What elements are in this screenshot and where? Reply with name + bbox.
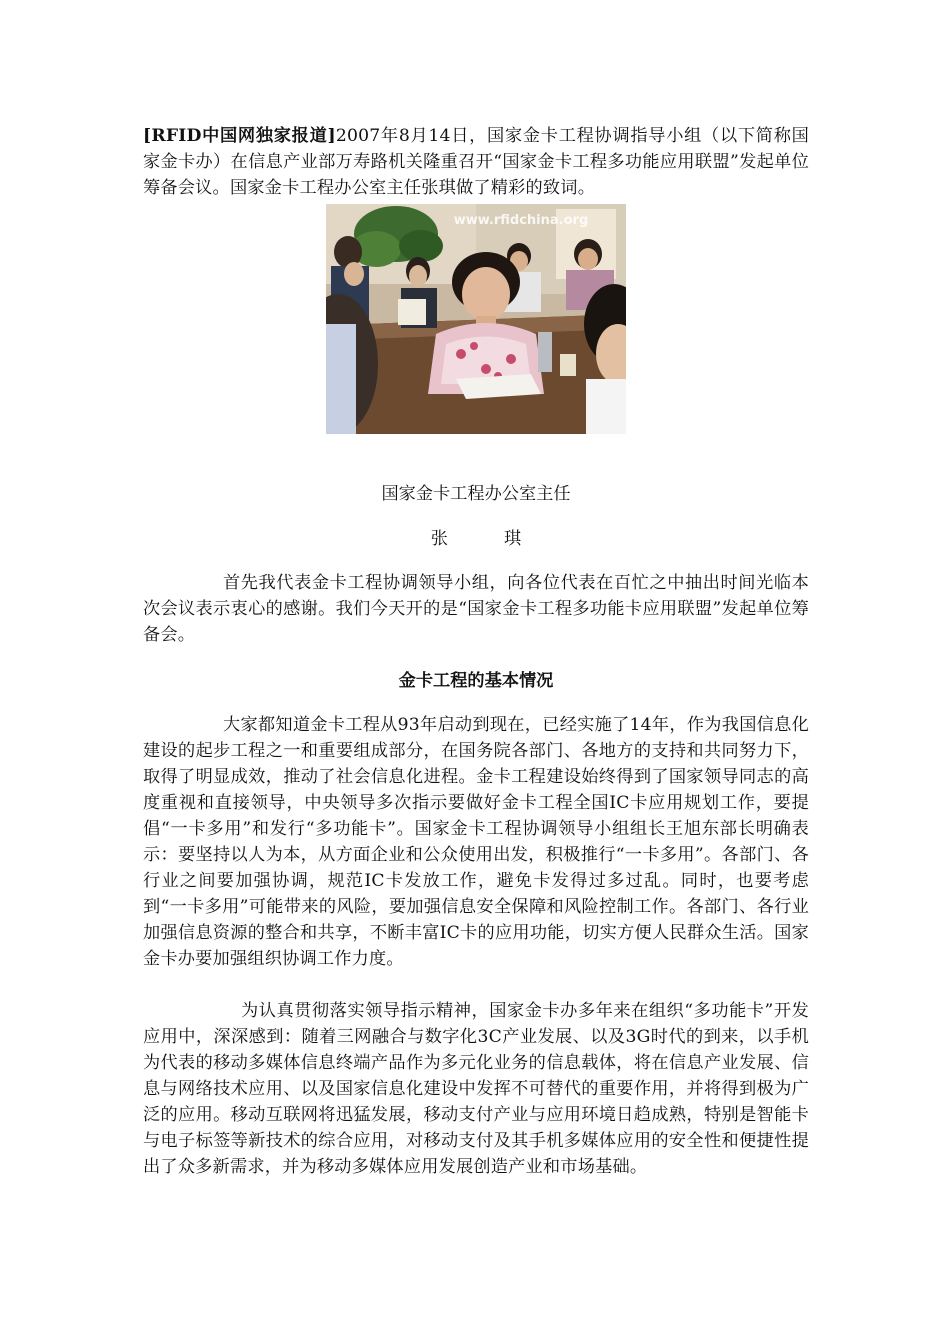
body-paragraph-3: 为认真贯彻落实领导指示精神，国家金卡办多年来在组织“多功能卡”开发应用中，深深感到：随着三网融合与数字化3C产业发展、以及3G时代的到来，以手机为代表的移动多媒体信息终端产品作为多元化业务的信息载体，将在信息产业发展、信息与网络技术应用、以及国家信息化建设中发挥不可替代的重要作用，并将得到极为广泛的应用。移动互联网将迅猛发展，移动支付产业与应用环境日趋成熟，特别是智能卡与电子标签等新技术的综合应用，对移动支付及其手机多媒体应用的安全性和便捷性提出了众多新需求，并为移动多媒体应用发展创造产业和市场基础。 [143, 1001, 809, 1177]
body-paragraph-1: 首先我代表金卡工程协调领导小组，向各位代表在百忙之中抽出时间光临本次会议表示衷心的感谢。我们今天开的是“国家金卡工程多功能卡应用联盟”发起单位筹备会。 [143, 573, 809, 645]
caption-name-second: 琪 [504, 529, 522, 549]
photo-caption-title: 国家金卡工程办公室主任 [381, 484, 571, 504]
source-tag: [RFID中国网独家报道] [143, 126, 336, 146]
meeting-photo [326, 204, 626, 434]
caption-name-first: 张 [430, 529, 448, 549]
section-heading: 金卡工程的基本情况 [398, 671, 554, 691]
lead-text: 2007年8月14日，国家金卡工程协调指导小组（以下简称国家金卡办）在信息产业部万寿路机关隆重召开“国家金卡工程多功能应用联盟”发起单位筹备会议。国家金卡工程办公室主任张琪做了精彩的致词。 [143, 126, 809, 198]
article-body [143, 123, 809, 1180]
photo-caption-name [143, 526, 809, 552]
meeting-photo-image [326, 204, 626, 434]
lead-paragraph [143, 123, 809, 201]
body-paragraph-2: 大家都知道金卡工程从93年启动到现在，已经实施了14年，作为我国信息化建设的起步工程之一和重要组成部分，在国务院各部门、各地方的支持和共同努力下，取得了明显成效，推动了社会信息化进程。金卡工程建设始终得到了国家领导同志的高度重视和直接领导，中央领导多次指示要做好金卡工程全国IC卡应用规划工作，要提倡“一卡多用”和发行“多功能卡”。国家金卡工程协调领导小组组长王旭东部长明确表示：要坚持以人为本，从方面企业和公众使用出发，积极推行“一卡多用”。各部门、各行业之间要加强协调，规范IC卡发放工作，避免卡发得过多过乱。同时，也要考虑到“一卡多用”可能带来的风险，要加强信息安全保障和风险控制工作。各部门、各行业加强信息资源的整合和共享，不断丰富IC卡的应用功能，切实方便人民群众生活。国家金卡办要加强组织协调工作力度。 [143, 715, 809, 969]
photo-watermark: www.rfidchina.org [453, 213, 589, 228]
